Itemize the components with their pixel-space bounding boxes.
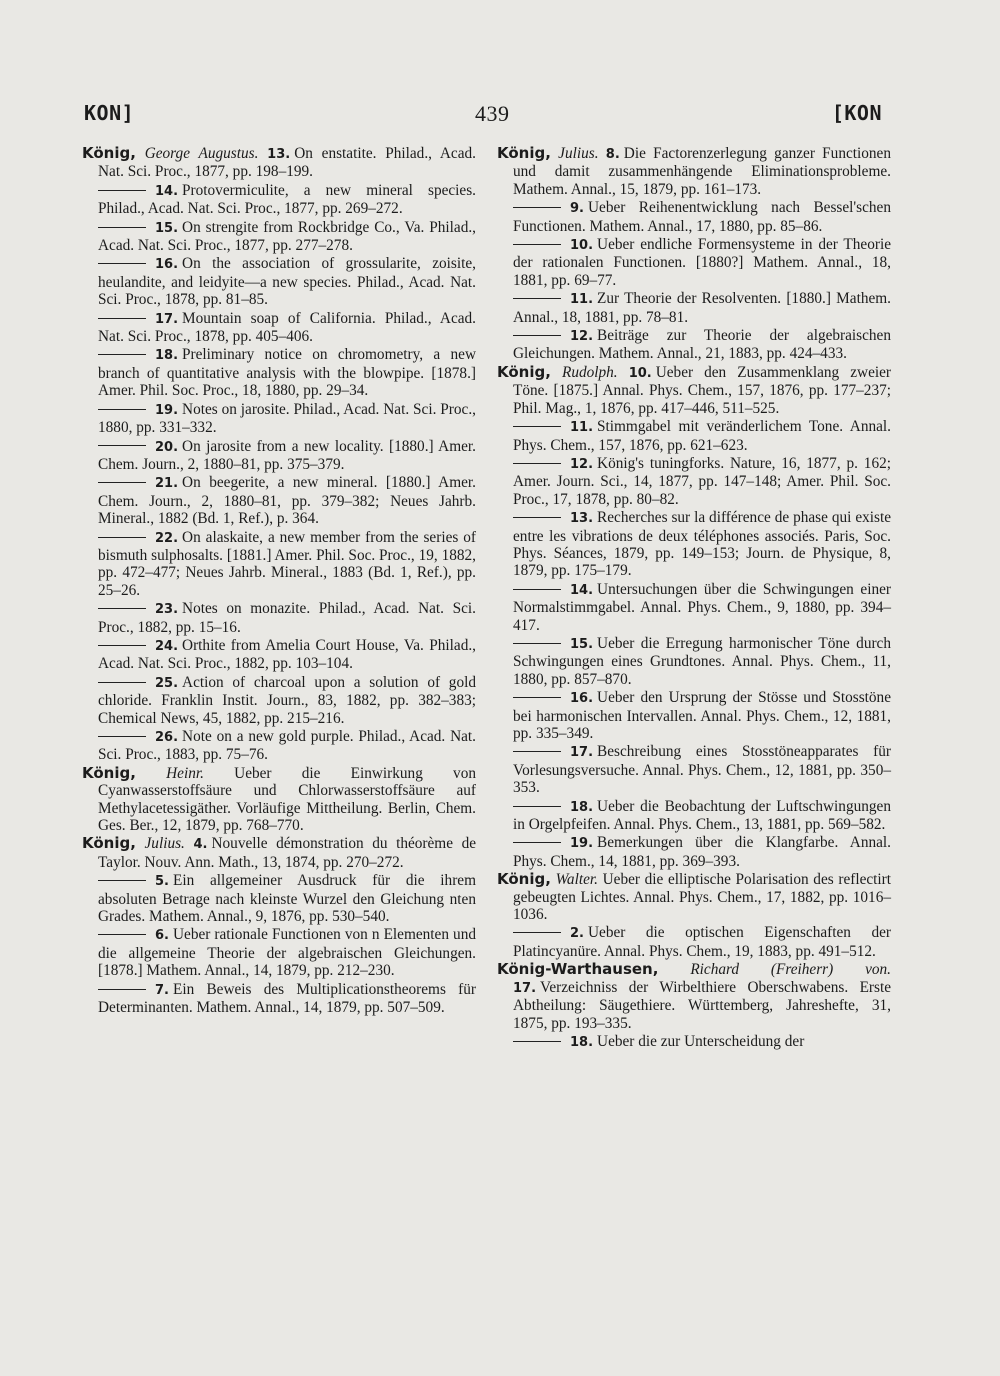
bibliography-entry bbox=[82, 310, 476, 346]
author-given-name: Julius. bbox=[558, 145, 599, 162]
author-entry bbox=[82, 835, 476, 871]
entry-text: On strengite from Rockbridge Co., Va. Philad., Acad. Nat. Sci. Proc., 1877, pp. 277–278. bbox=[98, 218, 476, 255]
ditto-dash bbox=[98, 190, 146, 191]
author-entry bbox=[497, 871, 891, 923]
entry-number: 16. bbox=[570, 691, 594, 707]
entry-number: 17. bbox=[513, 980, 537, 996]
entry-text: Ein Beweis des Multiplicationstheorems für Determinanten. Mathem. Annal., 14, 1879, pp. 507–509. bbox=[98, 980, 476, 1017]
entry-text: Ein allgemeiner Ausdruck für die ihrem absoluten Betrage nach kleinste Wurzel den Gleichung nten Grades. Mathem. Annal., 9, 1876, pp. 530–540. bbox=[98, 872, 476, 926]
author-given-name: Julius. bbox=[144, 835, 185, 853]
ditto-dash bbox=[513, 335, 561, 336]
author-given-name: Heinr. bbox=[166, 764, 204, 782]
ditto-dash bbox=[98, 682, 146, 683]
entry-number: 22. bbox=[155, 530, 179, 546]
author-name: König-Warthausen, bbox=[497, 960, 659, 979]
entry-text: Recherches sur la différence de phase qui existe entre les vibrations de deux téléphones associés. Paris, Soc. Phys. Séances, 1879, pp. 149–153; Journ. de Physique, 8, 1879, pp. 175–179. bbox=[513, 509, 891, 580]
entry-number: 24. bbox=[155, 638, 179, 654]
entry-text: Ueber die optischen Eigenschaften der Platincyanüre. Annal. Phys. Chem., 19, 1883, pp. 491–512. bbox=[513, 924, 891, 960]
author-entry bbox=[82, 145, 476, 181]
author-entry bbox=[497, 145, 891, 198]
entry-text: Untersuchungen über die Schwingungen einer Normalstimmgabel. Annal. Phys. Chem., 9, 1880, pp. 394–417. bbox=[513, 580, 891, 634]
entry-number: 9. bbox=[570, 201, 584, 217]
author-name: König, bbox=[82, 144, 136, 162]
bibliography-entry bbox=[82, 255, 476, 308]
entry-number: 11. bbox=[570, 292, 594, 308]
entry-number: 25. bbox=[155, 675, 179, 691]
right-column bbox=[497, 145, 891, 1052]
ditto-dash bbox=[513, 751, 561, 752]
ditto-dash bbox=[98, 736, 146, 737]
entry-number: 21. bbox=[155, 476, 179, 492]
bibliography-entry bbox=[497, 635, 891, 688]
author-name: König, bbox=[82, 834, 136, 853]
bibliography-entry bbox=[82, 926, 476, 979]
bibliography-entry bbox=[497, 290, 891, 326]
author-name: König, bbox=[82, 763, 136, 782]
entry-text: Notes on jarosite. Philad., Acad. Nat. Sci. Proc., 1880, pp. 331–332. bbox=[98, 400, 476, 437]
ditto-dash bbox=[98, 482, 146, 483]
ditto-dash bbox=[513, 697, 561, 698]
entry-text: Beschreibung eines Stosstöneapparates für Vorlesungsversuche. Annal. Phys. Chem., 12, 1881, pp. 350–353. bbox=[513, 743, 891, 797]
entry-text: On the association of grossularite, zoisite, heulandite, and leidyite—a new species. Philad., Acad. Nat. Sci. Proc., 1878, pp. 81–85. bbox=[98, 255, 476, 309]
ditto-dash bbox=[98, 537, 146, 538]
entry-number: 14. bbox=[570, 582, 594, 598]
entry-text: On jarosite from a new locality. [1880.] Amer. Chem. Journ., 2, 1880–81, pp. 375–379. bbox=[98, 437, 476, 473]
bibliography-entry bbox=[82, 182, 476, 218]
entry-text: Beiträge zur Theorie der algebraischen Gleichungen. Mathem. Annal., 21, 1883, pp. 424–433. bbox=[513, 327, 891, 363]
bibliography-entry bbox=[497, 924, 891, 960]
entry-text: Preliminary notice on chromometry, a new branch of quantitative analysis with the blowpipe. [1878.] Amer. Phil. Soc. Proc., 18, 1880, pp. 29–34. bbox=[98, 346, 476, 400]
ditto-dash bbox=[98, 227, 146, 228]
entry-number: 18. bbox=[570, 799, 594, 815]
entry-number: 18. bbox=[155, 348, 179, 364]
ditto-dash bbox=[513, 244, 561, 245]
entry-text: Ueber Reihenentwicklung nach Bessel'schen Functionen. Mathem. Annal., 17, 1880, pp. 85–86. bbox=[513, 199, 891, 235]
bibliography-entry bbox=[82, 346, 476, 399]
entry-text: Ueber den Zusammenklang zweier Töne. [1875.] Annal. Phys. Chem., 157, 1876, pp. 177–237; Phil. Mag., 1, 1876, pp. 417–446, 511–525. bbox=[513, 363, 891, 417]
ditto-dash bbox=[98, 445, 146, 446]
entry-text: Protovermiculite, a new mineral species. Philad., Acad. Nat. Sci. Proc., 1877, pp. 269–272. bbox=[98, 181, 476, 218]
entry-number: 10. bbox=[570, 238, 594, 254]
running-head-left: KON] bbox=[84, 101, 135, 125]
entry-text: Ueber die zur Unterscheidung der bbox=[597, 1032, 805, 1050]
bibliography-entry bbox=[82, 529, 476, 600]
entry-number: 6. bbox=[155, 928, 169, 944]
entry-text: Die Factorenzerlegung ganzer Functionen und damit zusammenhängende Eliminationsprobleme. Mathem. Annal., 15, 1879, pp. 161–173. bbox=[513, 145, 891, 198]
entry-number: 8. bbox=[605, 147, 620, 162]
bibliography-entry bbox=[497, 236, 891, 289]
entry-number: 13. bbox=[570, 511, 594, 527]
bibliography-entry bbox=[82, 872, 476, 925]
author-name: König, bbox=[497, 362, 551, 381]
bibliography-entry bbox=[497, 327, 891, 363]
entry-number: 15. bbox=[155, 220, 179, 236]
entry-text: Zur Theorie der Resolventen. [1880.] Mathem. Annal., 18, 1881, pp. 78–81. bbox=[513, 290, 891, 326]
ditto-dash bbox=[513, 517, 561, 518]
bibliography-entry bbox=[497, 689, 891, 742]
entry-number: 13. bbox=[267, 147, 291, 162]
bibliography-entry bbox=[497, 834, 891, 870]
entry-text: On beegerite, a new mineral. [1880.] Amer. Chem. Journ., 2, 1880–81, pp. 379–382; Neues Jahrb. Mineral., 1882 (Bd. 1, Ref.), p. 364. bbox=[98, 474, 476, 528]
entry-text: Notes on monazite. Philad., Acad. Nat. Sci. Proc., 1882, pp. 15–16. bbox=[98, 600, 476, 636]
ditto-dash bbox=[513, 426, 561, 427]
ditto-dash bbox=[98, 989, 146, 990]
bibliography-entry bbox=[82, 438, 476, 474]
entry-number: 23. bbox=[155, 602, 179, 618]
entry-number: 17. bbox=[155, 311, 179, 327]
ditto-dash bbox=[513, 298, 561, 299]
ditto-dash bbox=[98, 354, 146, 355]
ditto-dash bbox=[513, 463, 561, 464]
ditto-dash bbox=[98, 263, 146, 264]
page-number: 439 bbox=[475, 101, 510, 126]
author-given-name: Walter. bbox=[555, 871, 598, 889]
ditto-dash bbox=[98, 880, 146, 881]
entry-number: 5. bbox=[155, 874, 169, 890]
author-name: König, bbox=[497, 870, 551, 889]
left-column bbox=[82, 145, 476, 1018]
entry-text: Note on a new gold purple. Philad., Acad. Nat. Sci. Proc., 1883, pp. 75–76. bbox=[98, 728, 476, 764]
bibliography-entry bbox=[82, 219, 476, 255]
bibliography-entry bbox=[82, 600, 476, 636]
ditto-dash bbox=[513, 932, 561, 933]
bibliography-entry bbox=[497, 455, 891, 508]
entry-text: Verzeichniss der Wirbelthiere Oberschwabens. Erste Abtheilung: Säugethiere. Württemberg, Jahreshefte, 31, 1875, pp. 193–335. bbox=[513, 978, 891, 1032]
entry-number: 20. bbox=[155, 439, 179, 455]
ditto-dash bbox=[513, 207, 561, 208]
bibliography-entry bbox=[82, 474, 476, 527]
bibliography-entry bbox=[82, 728, 476, 764]
entry-text: Bemerkungen über die Klangfarbe. Annal. Phys. Chem., 14, 1881, pp. 369–393. bbox=[513, 834, 891, 870]
author-entry bbox=[497, 364, 891, 417]
bibliography-entry bbox=[82, 981, 476, 1017]
entry-number: 12. bbox=[570, 456, 594, 472]
entry-number: 11. bbox=[570, 420, 594, 436]
entry-text: Stimmgabel mit veränderlichem Tone. Annal. Phys. Chem., 157, 1876, pp. 621–623. bbox=[513, 418, 891, 454]
entry-text: On alaskaite, a new member from the series of bismuth sulphosalts. [1881.] Amer. Phil. Soc. Proc., 19, 1882, pp. 472–477; Neues Jahrb. Mineral., 1883 (Bd. 1, Ref.), pp. 25–26. bbox=[98, 528, 476, 599]
entry-number: 7. bbox=[155, 982, 169, 998]
entry-number: 19. bbox=[155, 402, 179, 418]
bibliography-entry bbox=[497, 798, 891, 834]
ditto-dash bbox=[513, 842, 561, 843]
entry-text: König's tuningforks. Nature, 16, 1877, p. 162; Amer. Journ. Sci., 14, 1877, pp. 147–148; Amer. Phil. Soc. Proc., 17, 1878, pp. 80–82. bbox=[513, 454, 891, 508]
entry-number: 14. bbox=[155, 183, 179, 199]
entry-text: Ueber die Erregung harmonischer Töne durch Schwingungen eines Grundtones. Annal. Phys. Chem., 11, 1880, pp. 857–870. bbox=[513, 634, 891, 688]
entry-number: 26. bbox=[155, 730, 179, 745]
ditto-dash bbox=[98, 409, 146, 410]
ditto-dash bbox=[98, 934, 146, 935]
ditto-dash bbox=[98, 645, 146, 646]
author-name: König, bbox=[497, 144, 551, 162]
entry-number: 15. bbox=[570, 636, 594, 652]
entry-text: On enstatite. Philad., Acad. Nat. Sci. Proc., 1877, pp. 198–199. bbox=[98, 145, 476, 181]
bibliography-entry bbox=[82, 401, 476, 437]
entry-number: 4. bbox=[193, 837, 208, 853]
entry-text: Ueber den Ursprung der Stösse und Stosstöne bei harmonischen Intervallen. Annal. Phys. Chem., 12, 1881, pp. 335–349. bbox=[513, 689, 891, 742]
running-head-right: [KON bbox=[831, 101, 882, 125]
bibliography-entry bbox=[497, 199, 891, 235]
entry-number: 17. bbox=[570, 745, 594, 761]
entry-number: 12. bbox=[570, 329, 594, 345]
entry-number: 16. bbox=[155, 257, 179, 273]
ditto-dash bbox=[513, 806, 561, 807]
entry-text: Nouvelle démonstration du théorème de Taylor. Nouv. Ann. Math., 13, 1874, pp. 270–272. bbox=[98, 835, 477, 871]
entry-text: Ueber die elliptische Polarisation des reflectirt gebeugten Lichtes. Annal. Phys. Chem., 17, 1882, pp. 1016–1036. bbox=[513, 871, 891, 924]
bibliography-entry bbox=[497, 509, 891, 580]
entry-number: 2. bbox=[570, 926, 584, 942]
bibliography-entry bbox=[497, 743, 891, 796]
author-entry bbox=[82, 765, 476, 835]
entry-text: Action of charcoal upon a solution of gold chloride. Franklin Instit. Journ., 83, 1882, pp. 382–383; Chemical News, 45, 1882, pp. 215–216. bbox=[98, 673, 476, 727]
author-given-name: George Augustus. bbox=[144, 145, 259, 162]
author-given-name: Rudolph. bbox=[561, 363, 618, 381]
bibliography-entry bbox=[497, 581, 891, 634]
author-given-name: Richard (Freiherr) von. bbox=[690, 961, 892, 979]
entry-text: Ueber die Einwirkung von Cyanwasserstoffsäure und Chlorwasserstoffsäure auf Methylacetessigäther. Vorläufige Mittheilung. Berlin, Chem. Ges. Ber., 12, 1879, pp. 768–770. bbox=[98, 764, 476, 835]
entry-number: 10. bbox=[628, 365, 652, 381]
bibliography-entry bbox=[497, 418, 891, 454]
entry-number: 19. bbox=[570, 836, 594, 852]
bibliography-entry bbox=[82, 674, 476, 727]
entry-text: Ueber die Beobachtung der Luftschwingungen in Orgelpfeifen. Annal. Phys. Chem., 13, 1881, pp. 569–582. bbox=[513, 797, 891, 834]
entry-text: Ueber rationale Functionen von n Elementen und die allgemeine Theorie der algebraischen Gleichungen. [1878.] Mathem. Annal., 14, 1879, pp. 212–230. bbox=[98, 926, 476, 980]
ditto-dash bbox=[98, 608, 146, 609]
ditto-dash bbox=[513, 589, 561, 590]
entry-number: 18. bbox=[570, 1034, 594, 1050]
entry-text: Mountain soap of California. Philad., Acad. Nat. Sci. Proc., 1878, pp. 405–406. bbox=[98, 309, 476, 346]
ditto-dash bbox=[513, 1041, 561, 1042]
ditto-dash bbox=[98, 318, 146, 319]
author-entry bbox=[497, 961, 891, 1032]
ditto-dash bbox=[513, 643, 561, 644]
entry-text: Orthite from Amelia Court House, Va. Philad., Acad. Nat. Sci. Proc., 1882, pp. 103–104. bbox=[98, 636, 476, 673]
bibliography-entry bbox=[82, 637, 476, 673]
bibliography-entry bbox=[497, 1033, 891, 1051]
entry-text: Ueber endliche Formensysteme in der Theorie der rationalen Functionen. [1880?] Mathem. Annal., 18, 1881, pp. 69–77. bbox=[513, 236, 891, 289]
